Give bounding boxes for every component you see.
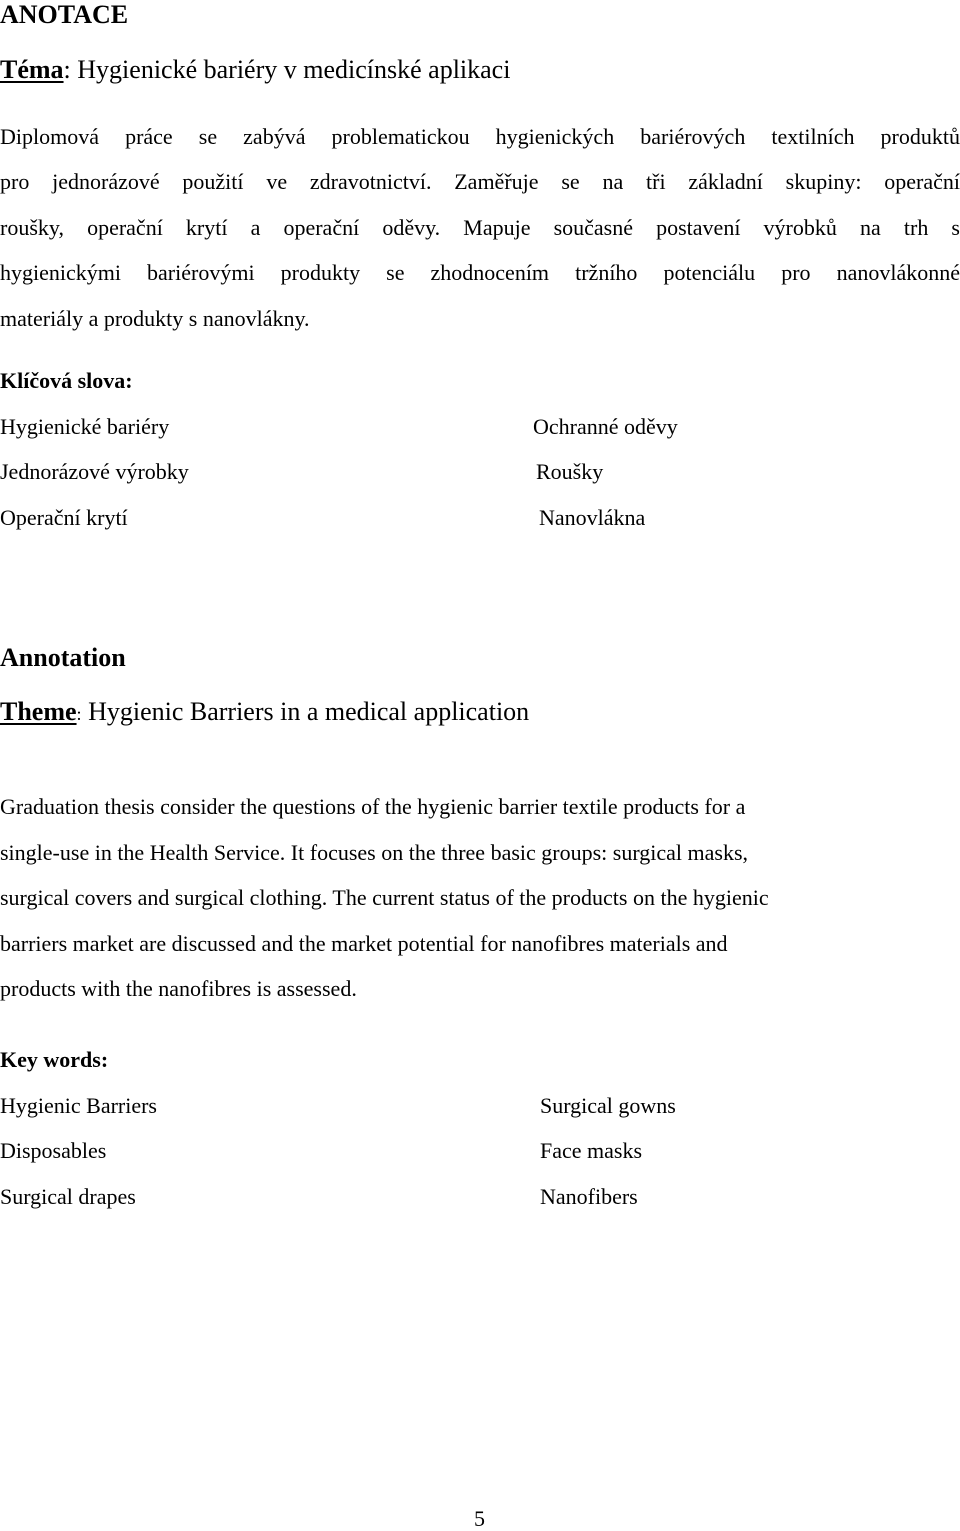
czech-keyword: Hygienické bariéry [0,414,170,439]
czech-keyword: Ochranné oděvy [533,414,678,439]
english-keyword: Face masks [540,1138,643,1163]
czech-paragraph-line: hygienickými bariérovými produkty se zhodnocením tržního potenciálu pro nanovlákonné [0,260,960,285]
english-theme-line [0,699,529,725]
czech-keyword: Roušky [536,459,604,484]
czech-theme-line [0,57,510,83]
czech-paragraph-line: roušky, operační krytí a operační oděvy. Mapuje současné postavení výrobků na trh s [0,215,960,240]
english-theme-separator: : [76,704,82,724]
english-paragraph-line: surgical covers and surgical clothing. The current status of the products on the hygienic [0,885,769,910]
english-keyword: Disposables [0,1138,107,1163]
english-paragraph-line: Graduation thesis consider the questions of the hygienic barrier textile products for a [0,794,746,819]
czech-paragraph-line: pro jednorázové použití ve zdravotnictví. Zaměřuje se na tři základní skupiny: operační [0,169,960,194]
czech-keyword: Jednorázové výrobky [0,459,189,484]
czech-heading: ANOTACE [0,0,129,29]
czech-keyword: Nanovlákna [539,505,646,530]
czech-keyword: Operační krytí [0,505,128,530]
english-paragraph-line: barriers market are discussed and the market potential for nanofibres materials and [0,931,728,956]
english-heading: Annotation [0,643,126,672]
english-keyword: Hygienic Barriers [0,1093,157,1118]
english-keyword: Surgical gowns [540,1093,676,1118]
english-theme-text: Hygienic Barriers in a medical application [81,697,530,726]
english-keyword: Nanofibers [540,1184,638,1209]
czech-theme-label: Téma [0,55,64,84]
english-paragraph-line: products with the nanofibres is assessed. [0,976,357,1001]
english-theme-label: Theme [0,697,77,726]
page-number: 5 [474,1506,485,1531]
czech-theme-text: Hygienické bariéry v medicínské aplikaci [70,55,511,84]
english-keyword: Surgical drapes [0,1184,136,1209]
czech-theme-separator: : [63,55,71,84]
english-keywords-heading: Key words: [0,1047,109,1072]
english-paragraph-line: single-use in the Health Service. It focuses on the three basic groups: surgical masks, [0,840,749,865]
czech-paragraph-line: Diplomová práce se zabývá problematickou hygienických bariérových textilních produktů [0,124,960,149]
czech-paragraph-line: materiály a produkty s nanovlákny. [0,306,310,331]
czech-keywords-heading: Klíčová slova: [0,368,133,393]
